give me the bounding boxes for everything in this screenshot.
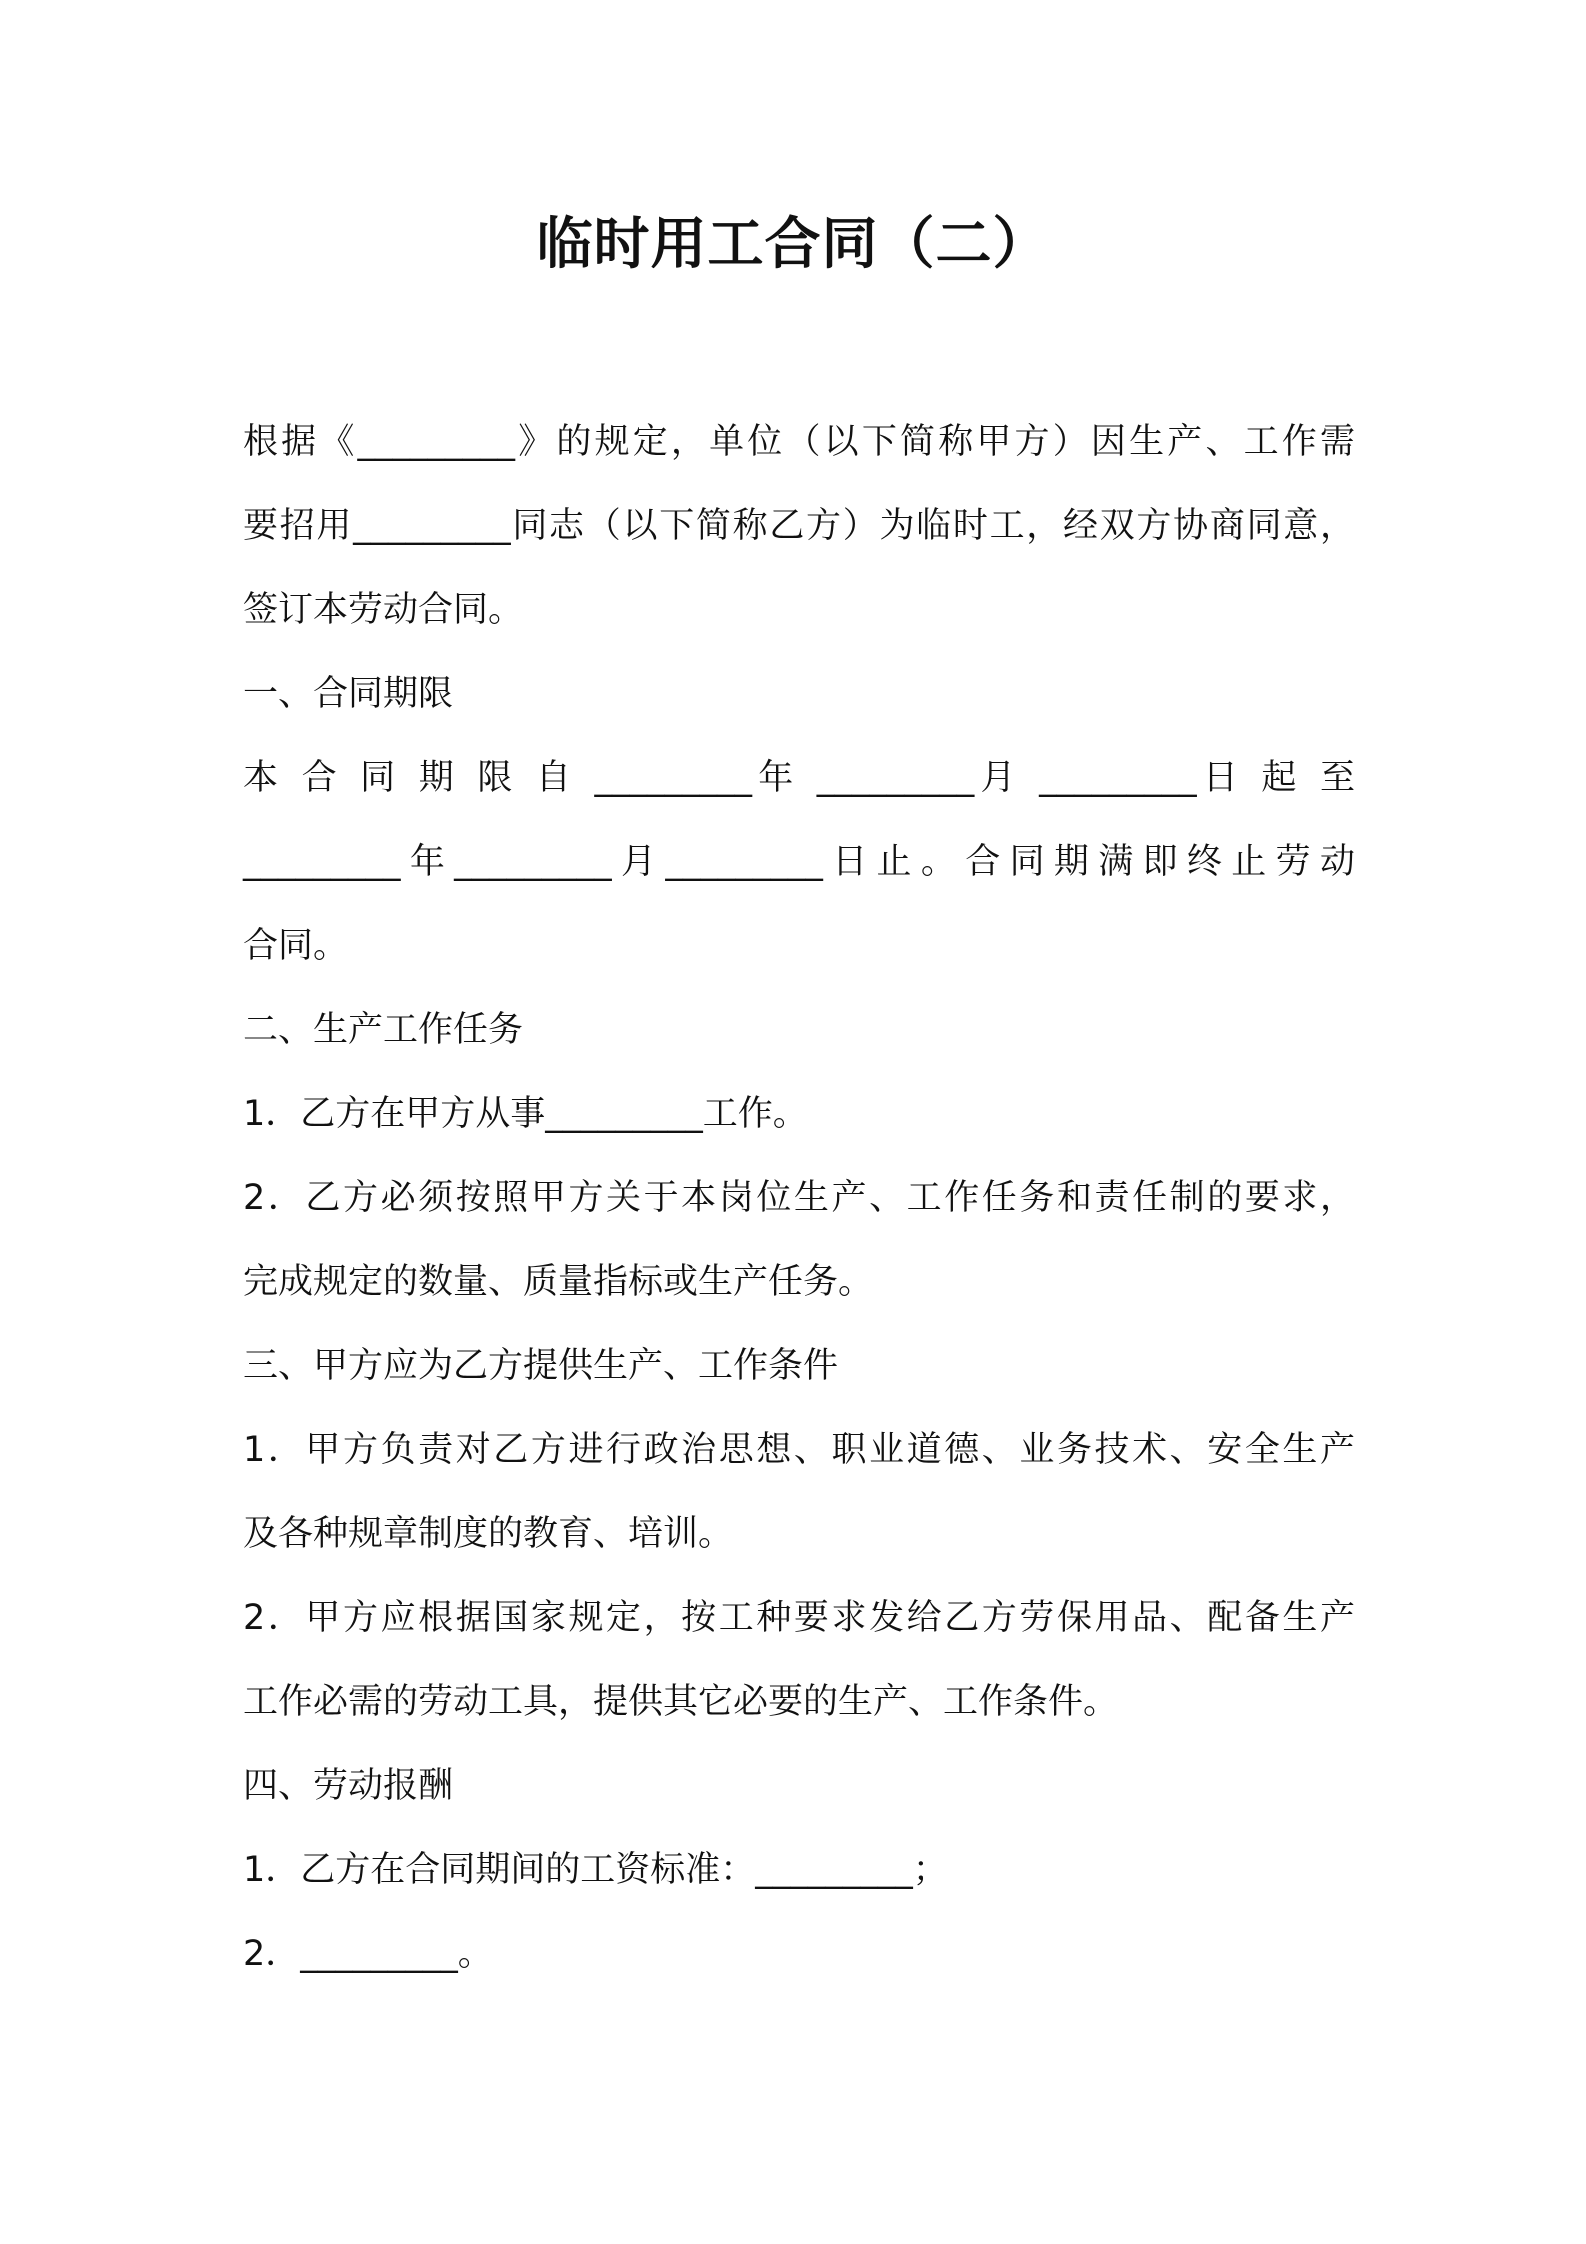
paragraph-line: 本 合 同 期 限 自 _________年 _________月 _________日 起 至 [243,758,1355,798]
paragraph-line: 2．甲方应根据国家规定，按工种要求发给乙方劳保用品、配备生产 [243,1598,1355,1638]
paragraph-line: 根据《_________》的规定，单位（以下简称甲方）因生产、工作需 [243,422,1355,462]
section-heading: 二、生产工作任务 [243,1010,524,1050]
section-heading: 三、甲方应为乙方提供生产、工作条件 [243,1346,839,1386]
document-title: 临时用工合同（二） [536,212,1050,277]
paragraph-line: 2．乙方必须按照甲方关于本岗位生产、工作任务和责任制的要求， [243,1178,1355,1218]
section-heading: 一、合同期限 [243,674,454,714]
paragraph-line: 合同。 [243,926,349,966]
document-body [243,400,1355,1996]
paragraph-line: 及各种规章制度的教育、培训。 [243,1514,734,1554]
paragraph-line: 要招用_________同志（以下简称乙方）为临时工，经双方协商同意， [243,506,1355,546]
paragraph-line: 工作必需的劳动工具，提供其它必要的生产、工作条件。 [243,1682,1119,1722]
paragraph-line: 1．乙方在甲方从事_________工作。 [243,1094,808,1134]
paragraph-line: 签订本劳动合同。 [243,590,524,630]
paragraph-line: 2．_________。 [243,1934,493,1974]
paragraph-line: 1．乙方在合同期间的工资标准：_________； [243,1850,948,1890]
paragraph-line: 1．甲方负责对乙方进行政治思想、职业道德、业务技术、安全生产 [243,1430,1355,1470]
section-heading: 四、劳动报酬 [243,1766,454,1806]
paragraph-line: 完成规定的数量、质量指标或生产任务。 [243,1262,874,1302]
paragraph-line: _________年_________月_________日止。合同期满即终止劳动 [243,842,1355,882]
